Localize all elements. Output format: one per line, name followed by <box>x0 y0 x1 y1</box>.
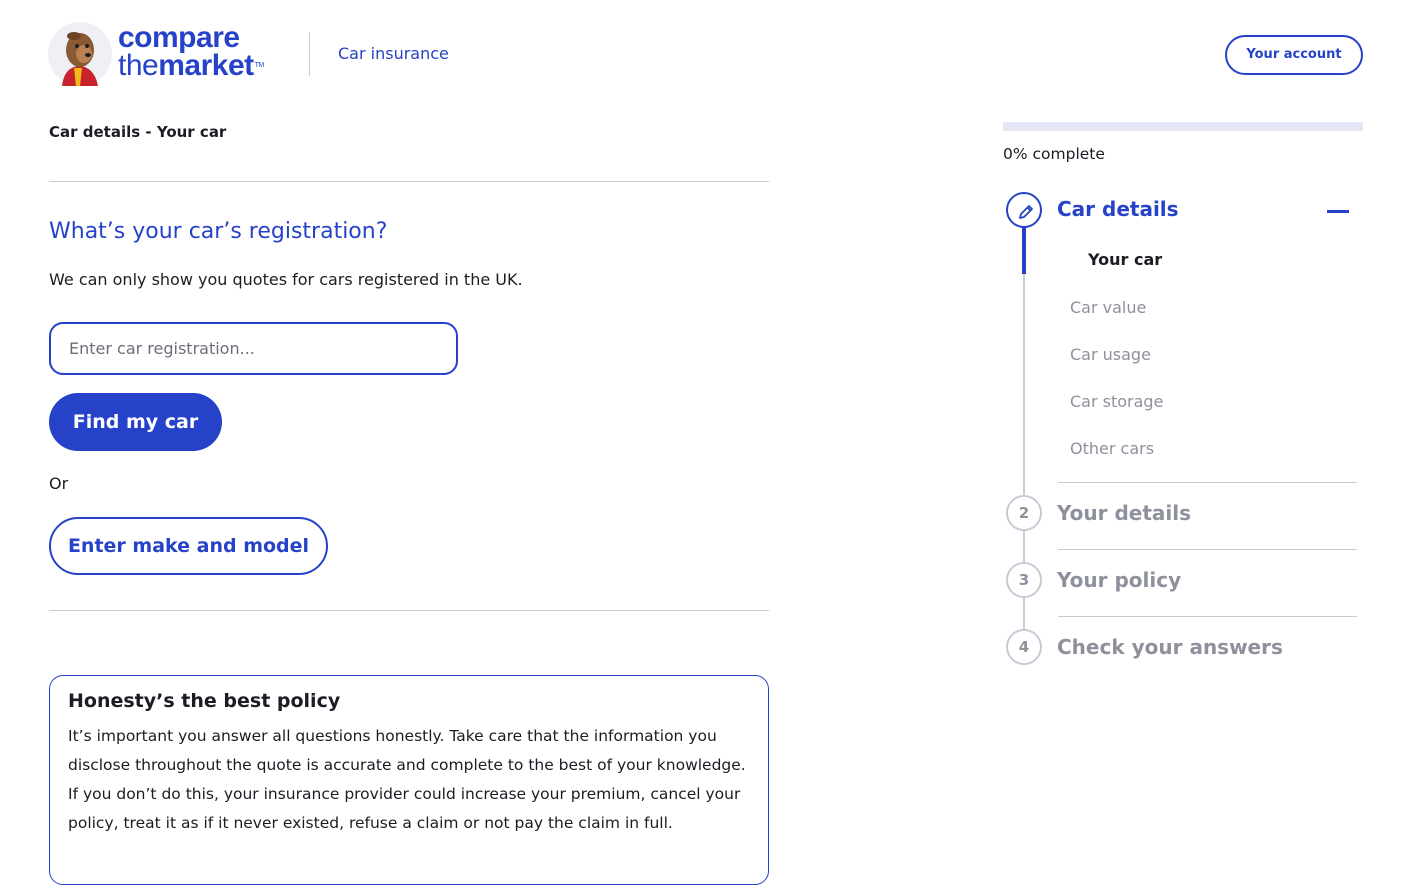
divider <box>49 610 769 611</box>
substep-other-cars[interactable]: Other cars <box>1070 439 1155 458</box>
substep-car-usage[interactable]: Car usage <box>1070 345 1151 364</box>
step-divider <box>1058 616 1357 617</box>
step-4-indicator: 4 <box>1006 629 1042 665</box>
honesty-title: Honesty’s the best policy <box>68 690 341 712</box>
step-your-details[interactable]: Your details <box>1057 501 1192 525</box>
breadcrumb: Car details - Your car <box>49 123 227 141</box>
step-3-indicator: 3 <box>1006 562 1042 598</box>
step-2-indicator: 2 <box>1006 495 1042 531</box>
logo-line-compare: compare <box>118 21 240 54</box>
divider <box>49 181 769 182</box>
progress-label: 0% complete <box>1003 145 1105 163</box>
substep-your-car[interactable]: Your car <box>1088 250 1163 269</box>
product-name: Car insurance <box>338 44 449 63</box>
step-check-your-answers[interactable]: Check your answers <box>1057 635 1283 659</box>
car-registration-input[interactable] <box>49 322 458 375</box>
logo-wordmark <box>118 21 264 82</box>
step-divider <box>1058 482 1357 483</box>
logo-line-themarket <box>118 49 264 82</box>
logo-market: market <box>158 49 254 82</box>
stepper-active-track <box>1022 226 1026 274</box>
step-1-indicator <box>1006 192 1042 228</box>
header-divider <box>309 32 310 76</box>
site-header <box>0 0 1407 110</box>
step-car-details[interactable]: Car details <box>1057 197 1179 221</box>
your-account-button[interactable]: Your account <box>1225 35 1363 75</box>
step-divider <box>1058 549 1357 550</box>
site-logo[interactable] <box>48 22 280 88</box>
or-separator: Or <box>49 474 69 493</box>
step-your-policy[interactable]: Your policy <box>1057 568 1182 592</box>
collapse-icon[interactable] <box>1327 210 1349 213</box>
logo-the: the <box>118 49 159 82</box>
substep-car-value[interactable]: Car value <box>1070 298 1147 317</box>
substep-car-storage[interactable]: Car storage <box>1070 392 1164 411</box>
enter-make-and-model-button[interactable]: Enter make and model <box>49 517 328 575</box>
honesty-body: It’s important you answer all questions honestly. Take care that the information you disclose throughout the quote is accurate and complete to the best of your knowledge. If you don’t do this, your insurance provider could increase your premium, cancel your policy, treat it as if it never existed, refuse a claim or not pay the claim in full. <box>68 727 746 832</box>
find-my-car-button[interactable]: Find my car <box>49 393 222 451</box>
meerkat-mascot-icon <box>48 22 112 86</box>
registration-question: What’s your car’s registration? <box>49 219 388 244</box>
pencil-icon <box>1016 202 1036 222</box>
registration-help-text: We can only show you quotes for cars registered in the UK. <box>49 270 523 289</box>
logo-trademark: TM <box>254 62 264 69</box>
progress-bar <box>1003 122 1363 131</box>
honesty-notice <box>49 675 769 885</box>
